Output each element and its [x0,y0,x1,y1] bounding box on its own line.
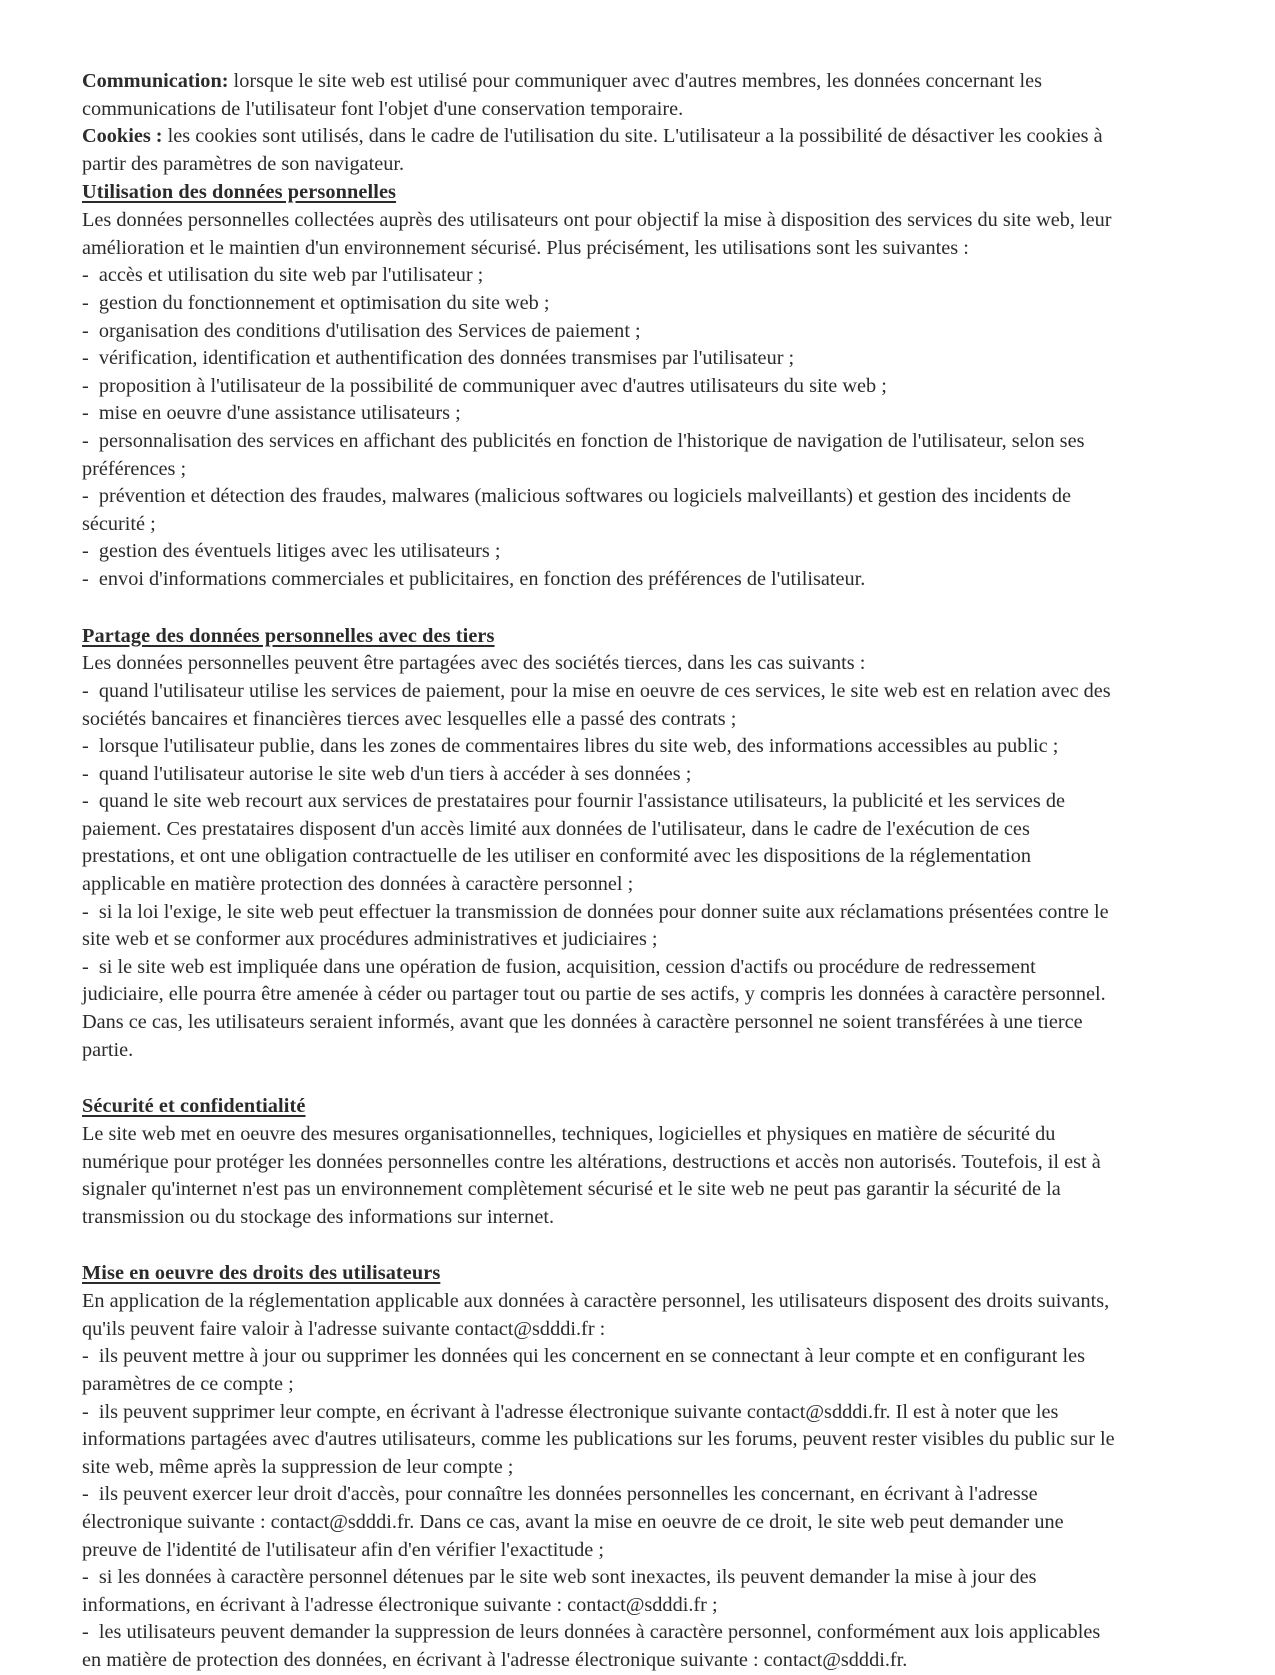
list-item-marker: - [82,429,99,452]
list-item [82,290,1117,318]
section-securite-et-confidentialite [82,1092,1117,1231]
list-item [82,954,1117,1064]
list-item-marker: - [82,567,99,590]
list-item-marker: - [82,1621,99,1644]
list-item-text: lorsque l'utilisateur publie, dans les zones de commentaires libres du site web, des informations accessibles au public ; [98,735,1059,758]
list-item [82,566,1117,594]
intro-block [82,68,1117,178]
list-item [82,373,1117,401]
communication-text: lorsque le site web est utilisé pour communiquer avec d'autres membres, les données concernant les communications de l'utilisateur font l'objet d'une conservation temporaire. [82,70,1043,120]
list-item [82,1564,1117,1619]
section-list [82,1343,1117,1674]
section-list [82,262,1117,593]
section-paragraph: Le site web met en oeuvre des mesures organisationnelles, techniques, logicielles et physiques en matière de sécurité du numérique pour protéger les données personnelles contre les altérations, destructions et accès non autorisés. Toutefois, il est à signaler qu'internet n'est pas un environnement complètement sécurisé et le site web ne peut pas garantir la sécurité de la transmission ou du stockage des informations sur internet. [82,1123,1101,1228]
list-item-marker: - [82,402,99,425]
list-item-text: organisation des conditions d'utilisation des Services de paiement ; [98,319,641,342]
list-item-marker: - [82,347,99,370]
list-item-text: si la loi l'exige, le site web peut effectuer la transmission de données pour donner suite aux réclamations présentées contre le site web et se conformer aux procédures administratives et judiciaires ; [82,900,1109,951]
list-item-text: mise en oeuvre d'une assistance utilisateurs ; [98,402,461,425]
section-paragraph: Les données personnelles peuvent être partagées avec des sociétés tierces, dans les cas suivants : [82,652,866,675]
list-item [82,761,1117,789]
list-item-marker: - [82,1483,99,1506]
list-item-text: prévention et détection des fraudes, malwares (malicious softwares ou logiciels malveillants) et gestion des incidents de sécurité ; [82,485,1071,535]
list-item-text: ils peuvent mettre à jour ou supprimer les données qui les concernent en se connectant à leur compte et en configurant les paramètres de ce compte ; [82,1345,1086,1395]
list-item [82,483,1117,538]
list-item [82,345,1117,373]
list-item [82,1343,1117,1398]
list-item [82,1481,1117,1564]
list-item-marker: - [82,319,99,342]
list-item-text: ils peuvent supprimer leur compte, en écrivant à l'adresse électronique suivante contact@sdddi.fr. Il est à noter que les informations partagées avec d'autres utilisateurs, comme les publications sur les forums, peuvent rester visibles du public sur le site web, même après la suppression de leur compte ; [82,1400,1115,1478]
list-item [82,788,1117,898]
list-item [82,262,1117,290]
list-item-text: quand le site web recourt aux services de prestataires pour fournir l'assistance utilisateurs, la publicité et les services de paiement. Ces prestataires disposent d'un accès limité aux données de l'utilisateur, dans le cadre de l'exécution de ces prestations, et ont une obligation contractuelle de les utiliser en conformité avec les dispositions de la réglementation applicable en matière protection des données à caractère personnel ; [82,790,1066,896]
list-item [82,899,1117,954]
section-heading: Partage des données personnelles avec des tiers [82,624,495,647]
section-heading: Mise en oeuvre des droits des utilisateurs [82,1262,441,1285]
section-heading: Sécurité et confidentialité [82,1095,306,1118]
section-utilisation-des-donnees-personnelles [82,178,1117,593]
section-mise-en-oeuvre-des-droits-des-utilisateurs [82,1259,1117,1674]
list-item-marker: - [82,679,99,702]
list-item [82,400,1117,428]
list-item [82,1619,1117,1674]
list-item-marker: - [82,1345,99,1368]
section-list [82,678,1117,1064]
list-item-marker: - [82,1400,99,1423]
list-item-marker: - [82,735,99,758]
cookies-paragraph [82,123,1117,178]
list-item-text: les utilisateurs peuvent demander la suppression de leurs données à caractère personnel, conformément aux lois applicables en matière de protection des données, en écrivant à l'adresse électronique suivante : contact@sdddi.fr. [82,1621,1101,1671]
list-item [82,428,1117,483]
list-item-marker: - [82,291,99,314]
list-item-marker: - [82,485,99,508]
list-item-marker: - [82,955,99,978]
list-item-text: envoi d'informations commerciales et publicitaires, en fonction des préférences de l'utilisateur. [98,567,866,590]
list-item-marker: - [82,374,99,397]
list-item-text: accès et utilisation du site web par l'utilisateur ; [98,264,484,287]
list-item-text: ils peuvent exercer leur droit d'accès, pour connaître les données personnelles les concernant, en écrivant à l'adresse électronique suivante : contact@sdddi.fr. Dans ce cas, avant la mise en oeuvre de ce droit, le site web peut demander une preuve de l'identité de l'utilisateur afin d'en vérifier l'exactitude ; [82,1483,1064,1561]
list-item [82,733,1117,761]
list-item [82,678,1117,733]
communication-paragraph [82,68,1117,123]
list-item-text: quand l'utilisateur autorise le site web d'un tiers à accéder à ses données ; [98,762,692,785]
list-item-text: si le site web est impliquée dans une opération de fusion, acquisition, cession d'actifs ou procédure de redressement judiciaire, elle pourra être amenée à céder ou partager tout ou partie de ses actifs, y compris les données à caractère personnel. Dans ce cas, les utilisateurs seraient informés, avant que les données à caractère personnel ne soient transférées à une tierce partie. [82,955,1106,1061]
list-item-marker: - [82,264,99,287]
list-item-marker: - [82,900,99,923]
list-item-text: gestion du fonctionnement et optimisation du site web ; [98,291,550,314]
document-body [82,68,1117,1675]
cookies-text: les cookies sont utilisés, dans le cadre de l'utilisation du site. L'utilisateur a la possibilité de désactiver les cookies à partir des paramètres de son navigateur. [82,125,1103,175]
list-item-marker: - [82,790,99,813]
list-item-text: vérification, identification et authentification des données transmises par l'utilisateur ; [98,347,795,370]
list-item-text: si les données à caractère personnel détenues par le site web sont inexactes, ils peuvent demander la mise à jour des informations, en écrivant à l'adresse électronique suivante : contact@sdddi.fr ; [82,1566,1037,1616]
section-partage-des-donnees-personnelles-avec-des-tiers [82,622,1117,1065]
list-item [82,1399,1117,1482]
section-paragraph: Les données personnelles collectées auprès des utilisateurs ont pour objectif la mise à disposition des services du site web, leur amélioration et le maintien d'un environnement sécurisé. Plus précisément, les utilisations sont les suivantes : [82,209,1112,259]
cookies-label: Cookies : [82,125,163,148]
section-paragraph: En application de la réglementation applicable aux données à caractère personnel, les utilisateurs disposent des droits suivants, qu'ils peuvent faire valoir à l'adresse suivante contact@sdddi.fr : [82,1290,1110,1340]
list-item-marker: - [82,762,99,785]
list-item-text: quand l'utilisateur utilise les services de paiement, pour la mise en oeuvre de ces services, le site web est en relation avec des sociétés bancaires et financières tierces avec lesquelles elle a passé des contrats ; [82,679,1111,730]
section-heading: Utilisation des données personnelles [82,181,397,204]
list-item [82,538,1117,566]
list-item-text: personnalisation des services en affichant des publicités en fonction de l'historique de navigation de l'utilisateur, selon ses préférences ; [82,429,1085,480]
list-item-marker: - [82,1566,99,1589]
list-item-text: gestion des éventuels litiges avec les utilisateurs ; [98,540,501,563]
list-item [82,318,1117,346]
list-item-marker: - [82,540,99,563]
communication-label: Communication: [82,70,229,92]
list-item-text: proposition à l'utilisateur de la possibilité de communiquer avec d'autres utilisateurs du site web ; [98,374,887,397]
